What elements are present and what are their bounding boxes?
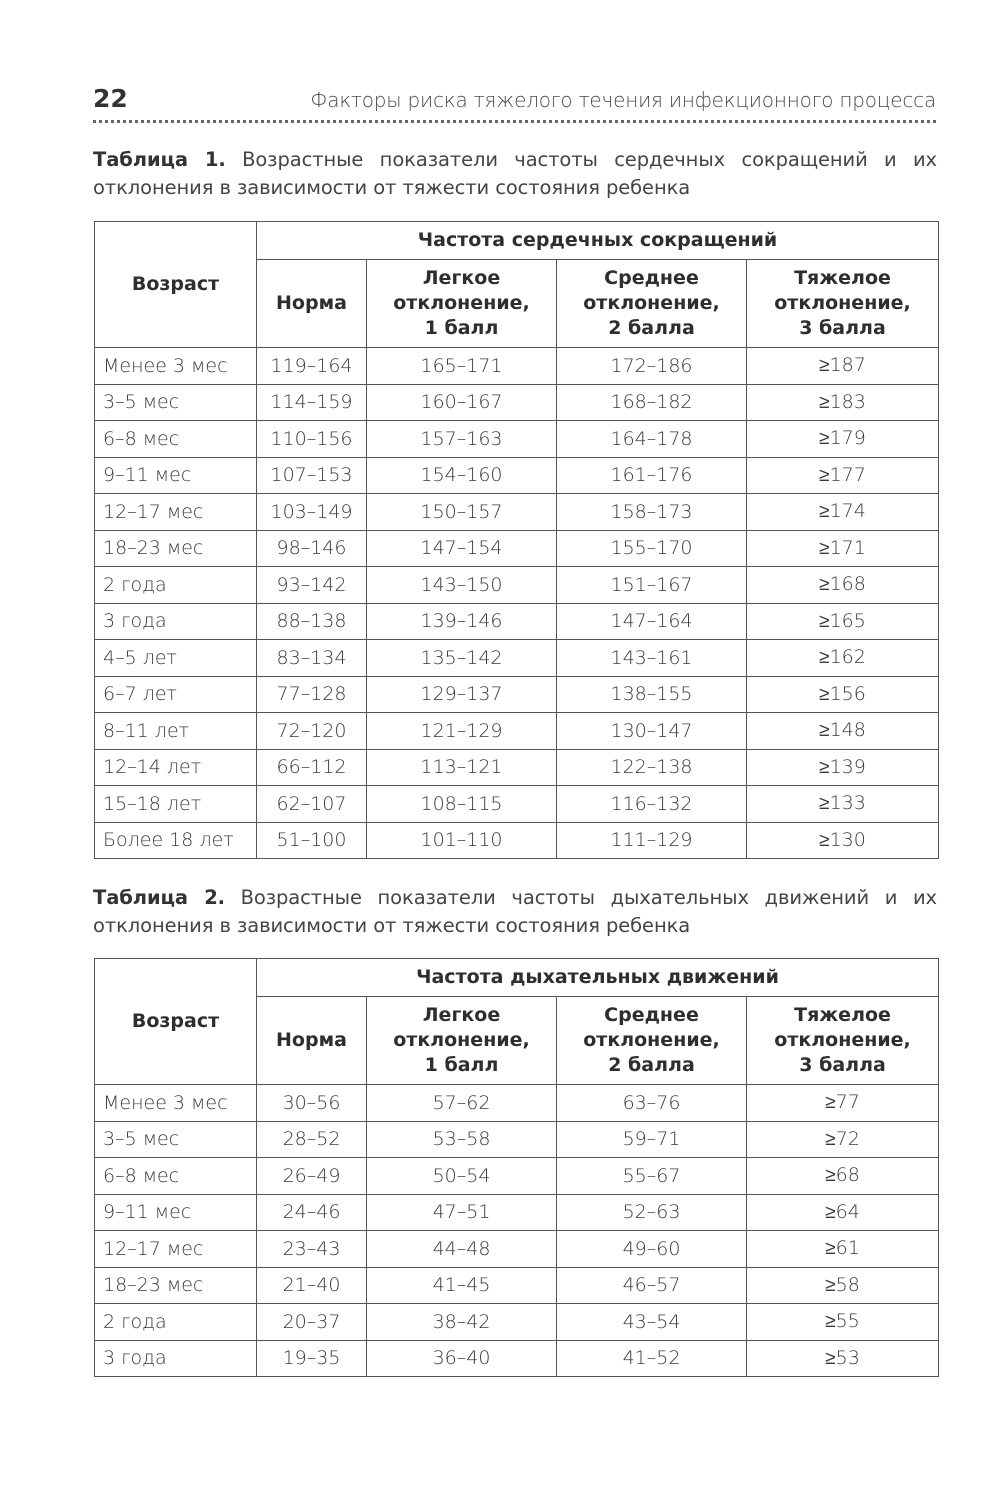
value-cell: 55–67 bbox=[557, 1158, 747, 1195]
age-cell: 9–11 мес bbox=[95, 457, 257, 494]
value-cell: 53–58 bbox=[367, 1121, 557, 1158]
header-line: Среднее bbox=[604, 267, 699, 289]
table2-caption-text: Возрастные показатели частоты дыхательных движений и их отклонения в зависимости от тяжести состояния ребенка bbox=[93, 886, 937, 937]
age-cell: 2 года bbox=[95, 1304, 257, 1341]
heart-rate-table bbox=[94, 221, 939, 859]
header-line: Среднее bbox=[604, 1004, 699, 1026]
value-cell: 38–42 bbox=[367, 1304, 557, 1341]
value-cell: 147–154 bbox=[367, 530, 557, 567]
value-cell: 43–54 bbox=[557, 1304, 747, 1341]
table-row bbox=[95, 640, 939, 677]
value-cell: 98–146 bbox=[257, 530, 367, 567]
value-cell: 147–164 bbox=[557, 603, 747, 640]
value-cell: 157–163 bbox=[367, 421, 557, 458]
value-cell: 52–63 bbox=[557, 1194, 747, 1231]
value-cell: 143–150 bbox=[367, 567, 557, 604]
table-row bbox=[95, 530, 939, 567]
value-cell: 41–45 bbox=[367, 1267, 557, 1304]
value-cell: 44–48 bbox=[367, 1231, 557, 1268]
age-cell: 12–17 мес bbox=[95, 1231, 257, 1268]
value-cell: 83–134 bbox=[257, 640, 367, 677]
age-cell: 18–23 мес bbox=[95, 1267, 257, 1304]
header-line: Легкое bbox=[422, 267, 501, 289]
header-mild bbox=[367, 260, 557, 348]
value-cell: 160–167 bbox=[367, 384, 557, 421]
dotted-divider bbox=[93, 120, 936, 123]
value-cell: ≥187 bbox=[747, 348, 939, 385]
header-line: отклонение, bbox=[583, 292, 720, 314]
value-cell: ≥168 bbox=[747, 567, 939, 604]
value-cell: 154–160 bbox=[367, 457, 557, 494]
value-cell: 139–146 bbox=[367, 603, 557, 640]
header-line: 3 балла bbox=[799, 317, 886, 339]
table-row bbox=[95, 1085, 939, 1122]
value-cell: 57–62 bbox=[367, 1085, 557, 1122]
header-line: Тяжелое bbox=[794, 1004, 891, 1026]
running-title: Факторы риска тяжелого течения инфекционного процесса bbox=[310, 88, 936, 112]
value-cell: ≥130 bbox=[747, 822, 939, 859]
header-line: 2 балла bbox=[608, 317, 695, 339]
table-row bbox=[95, 457, 939, 494]
header-severe bbox=[747, 997, 939, 1085]
value-cell: 93–142 bbox=[257, 567, 367, 604]
table2-caption bbox=[93, 884, 937, 940]
value-cell: 114–159 bbox=[257, 384, 367, 421]
value-cell: 138–155 bbox=[557, 676, 747, 713]
value-cell: ≥58 bbox=[747, 1267, 939, 1304]
age-cell: Менее 3 мес bbox=[95, 1085, 257, 1122]
table-row bbox=[95, 676, 939, 713]
table-row bbox=[95, 786, 939, 823]
table-row bbox=[95, 603, 939, 640]
value-cell: ≥68 bbox=[747, 1158, 939, 1195]
table-row bbox=[95, 1231, 939, 1268]
value-cell: ≥53 bbox=[747, 1340, 939, 1377]
age-cell: 8–11 лет bbox=[95, 713, 257, 750]
table-row bbox=[95, 1267, 939, 1304]
value-cell: ≥55 bbox=[747, 1304, 939, 1341]
table-row bbox=[95, 1158, 939, 1195]
header-line: 2 балла bbox=[608, 1054, 695, 1076]
table-row bbox=[95, 384, 939, 421]
value-cell: 111–129 bbox=[557, 822, 747, 859]
age-cell: 6–8 мес bbox=[95, 421, 257, 458]
value-cell: ≥162 bbox=[747, 640, 939, 677]
header-severe bbox=[747, 260, 939, 348]
value-cell: 155–170 bbox=[557, 530, 747, 567]
value-cell: ≥183 bbox=[747, 384, 939, 421]
value-cell: 26–49 bbox=[257, 1158, 367, 1195]
header-line: Тяжелое bbox=[794, 267, 891, 289]
value-cell: 24–46 bbox=[257, 1194, 367, 1231]
age-cell: 3 года bbox=[95, 1340, 257, 1377]
value-cell: ≥148 bbox=[747, 713, 939, 750]
value-cell: ≥139 bbox=[747, 749, 939, 786]
value-cell: 161–176 bbox=[557, 457, 747, 494]
value-cell: 28–52 bbox=[257, 1121, 367, 1158]
value-cell: 130–147 bbox=[557, 713, 747, 750]
header-line: 1 балл bbox=[424, 317, 499, 339]
value-cell: 150–157 bbox=[367, 494, 557, 531]
table-row bbox=[95, 348, 939, 385]
header-line: отклонение, bbox=[774, 1029, 911, 1051]
age-cell: 3 года bbox=[95, 603, 257, 640]
value-cell: 19–35 bbox=[257, 1340, 367, 1377]
value-cell: 30–56 bbox=[257, 1085, 367, 1122]
value-cell: 135–142 bbox=[367, 640, 557, 677]
header-group: Частота дыхательных движений bbox=[257, 959, 939, 997]
value-cell: 101–110 bbox=[367, 822, 557, 859]
table-row bbox=[95, 822, 939, 859]
table1-label: Таблица 1. bbox=[93, 148, 226, 171]
value-cell: 49–60 bbox=[557, 1231, 747, 1268]
table2-label: Таблица 2. bbox=[93, 886, 225, 909]
value-cell: 143–161 bbox=[557, 640, 747, 677]
age-cell: 6–8 мес bbox=[95, 1158, 257, 1195]
age-cell: 3–5 мес bbox=[95, 384, 257, 421]
value-cell: 51–100 bbox=[257, 822, 367, 859]
age-cell: 12–17 мес bbox=[95, 494, 257, 531]
header-line: 3 балла bbox=[799, 1054, 886, 1076]
header-group: Частота сердечных сокращений bbox=[257, 222, 939, 260]
age-cell: 3–5 мес bbox=[95, 1121, 257, 1158]
page-header bbox=[93, 84, 936, 124]
header-norm: Норма bbox=[257, 260, 367, 348]
table-row bbox=[95, 421, 939, 458]
table-row bbox=[95, 567, 939, 604]
table-row bbox=[95, 749, 939, 786]
header-line: отклонение, bbox=[583, 1029, 720, 1051]
value-cell: ≥165 bbox=[747, 603, 939, 640]
header-age: Возраст bbox=[95, 222, 257, 348]
header-line: 1 балл bbox=[424, 1054, 499, 1076]
table1-caption-text: Возрастные показатели частоты сердечных сокращений и их отклонения в зависимости от тяжести состояния ребенка bbox=[93, 148, 938, 199]
value-cell: ≥171 bbox=[747, 530, 939, 567]
value-cell: ≥77 bbox=[747, 1085, 939, 1122]
age-cell: 15–18 лет bbox=[95, 786, 257, 823]
age-cell: 6–7 лет bbox=[95, 676, 257, 713]
header-age: Возраст bbox=[95, 959, 257, 1085]
value-cell: 41–52 bbox=[557, 1340, 747, 1377]
value-cell: 113–121 bbox=[367, 749, 557, 786]
age-cell: 12–14 лет bbox=[95, 749, 257, 786]
value-cell: 165–171 bbox=[367, 348, 557, 385]
value-cell: 66–112 bbox=[257, 749, 367, 786]
value-cell: ≥72 bbox=[747, 1121, 939, 1158]
header-line: отклонение, bbox=[393, 292, 530, 314]
value-cell: 121–129 bbox=[367, 713, 557, 750]
value-cell: 122–138 bbox=[557, 749, 747, 786]
value-cell: ≥174 bbox=[747, 494, 939, 531]
value-cell: 110–156 bbox=[257, 421, 367, 458]
value-cell: 47–51 bbox=[367, 1194, 557, 1231]
table-row bbox=[95, 1121, 939, 1158]
age-cell: Более 18 лет bbox=[95, 822, 257, 859]
value-cell: ≥133 bbox=[747, 786, 939, 823]
value-cell: 129–137 bbox=[367, 676, 557, 713]
age-cell: 4–5 лет bbox=[95, 640, 257, 677]
header-line: Легкое bbox=[422, 1004, 501, 1026]
table1-caption bbox=[93, 146, 937, 202]
value-cell: 50–54 bbox=[367, 1158, 557, 1195]
table-row bbox=[95, 1194, 939, 1231]
age-cell: 9–11 мес bbox=[95, 1194, 257, 1231]
value-cell: 116–132 bbox=[557, 786, 747, 823]
age-cell: 2 года bbox=[95, 567, 257, 604]
value-cell: ≥64 bbox=[747, 1194, 939, 1231]
value-cell: 46–57 bbox=[557, 1267, 747, 1304]
value-cell: ≥177 bbox=[747, 457, 939, 494]
value-cell: 88–138 bbox=[257, 603, 367, 640]
value-cell: 103–149 bbox=[257, 494, 367, 531]
header-mild bbox=[367, 997, 557, 1085]
table-row bbox=[95, 494, 939, 531]
header-line: отклонение, bbox=[774, 292, 911, 314]
value-cell: 168–182 bbox=[557, 384, 747, 421]
value-cell: 21–40 bbox=[257, 1267, 367, 1304]
table-row bbox=[95, 1340, 939, 1377]
value-cell: ≥156 bbox=[747, 676, 939, 713]
value-cell: 172–186 bbox=[557, 348, 747, 385]
table-row bbox=[95, 713, 939, 750]
value-cell: 62–107 bbox=[257, 786, 367, 823]
respiratory-rate-table bbox=[94, 958, 939, 1377]
value-cell: 59–71 bbox=[557, 1121, 747, 1158]
value-cell: 107–153 bbox=[257, 457, 367, 494]
page-number: 22 bbox=[93, 84, 128, 113]
value-cell: 72–120 bbox=[257, 713, 367, 750]
value-cell: 23–43 bbox=[257, 1231, 367, 1268]
value-cell: 77–128 bbox=[257, 676, 367, 713]
value-cell: 108–115 bbox=[367, 786, 557, 823]
table-row bbox=[95, 1304, 939, 1341]
header-line: отклонение, bbox=[393, 1029, 530, 1051]
value-cell: 119–164 bbox=[257, 348, 367, 385]
header-moderate bbox=[557, 260, 747, 348]
value-cell: 158–173 bbox=[557, 494, 747, 531]
header-norm: Норма bbox=[257, 997, 367, 1085]
value-cell: 36–40 bbox=[367, 1340, 557, 1377]
value-cell: 63–76 bbox=[557, 1085, 747, 1122]
value-cell: ≥61 bbox=[747, 1231, 939, 1268]
value-cell: 164–178 bbox=[557, 421, 747, 458]
header-moderate bbox=[557, 997, 747, 1085]
value-cell: 20–37 bbox=[257, 1304, 367, 1341]
age-cell: Менее 3 мес bbox=[95, 348, 257, 385]
age-cell: 18–23 мес bbox=[95, 530, 257, 567]
value-cell: ≥179 bbox=[747, 421, 939, 458]
value-cell: 151–167 bbox=[557, 567, 747, 604]
